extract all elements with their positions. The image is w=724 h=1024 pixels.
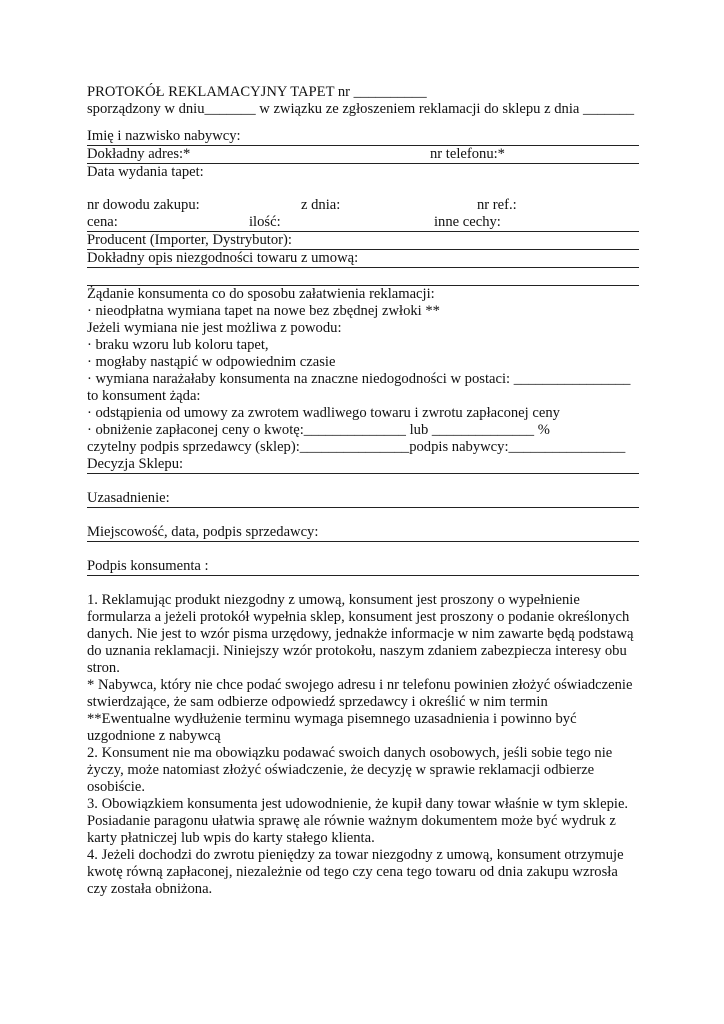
demand-line: · nieodpłatna wymiana tapet na nowe bez zbędnej zwłoki ** (87, 303, 440, 319)
note-line: 3. Obowiązkiem konsumenta jest udowodnienie, że kupił dany towar właśnie w tym sklepie. (87, 796, 629, 812)
note-line: stwierdzające, że sam odbierze odpowiedź sprzedawcy i określić w nim termin (87, 694, 548, 710)
ref-label: nr ref.: (477, 197, 517, 213)
address-label: Dokładny adres:* (87, 146, 191, 162)
buyer-address-row[interactable] (87, 146, 639, 164)
note-line: **Ewentualne wydłużenie terminu wymaga pisemnego uzasadnienia i powinno być (87, 711, 577, 727)
note-line: uzgodnione z nabywcą (87, 728, 221, 744)
producer-field[interactable] (87, 232, 639, 250)
proof-label: nr dowodu zakupu: (87, 197, 200, 213)
defect-label: Dokładny opis niezgodności towaru z umową: (87, 250, 359, 266)
demand-line: · braku wzoru lub koloru tapet, (87, 337, 269, 353)
note-line: karty płatniczej lub wpis do karty stałego klienta. (87, 830, 375, 846)
form-title: PROTOKÓŁ REKLAMACYJNY TAPET nr __________ (87, 84, 427, 100)
other-features-label: inne cechy: (434, 214, 501, 230)
note-line: stron. (87, 660, 120, 676)
note-line: 1. Reklamując produkt niezgodny z umową, konsument jest proszony o wypełnienie (87, 592, 580, 608)
form-subtitle: sporządzony w dniu_______ w związku ze zgłoszeniem reklamacji do sklepu z dnia _______ (87, 101, 635, 117)
demand-line: · mogłaby nastąpić w odpowiednim czasie (87, 354, 336, 370)
note-line: kwotę równą zapłaconej, niezależnie od tego czy cena tego towaru od dnia zakupu wzrosła (87, 864, 618, 880)
seller-signature-field[interactable] (87, 524, 639, 542)
purchase-date-label: z dnia: (301, 197, 341, 213)
demand-line: Żądanie konsumenta co do sposobu załatwienia reklamacji: (87, 286, 435, 302)
note-line: 2. Konsument nie ma obowiązku podawać swoich danych osobowych, jeśli sobie tego nie (87, 745, 613, 761)
consumer-signature-field[interactable] (87, 558, 639, 576)
justification-field[interactable] (87, 490, 639, 508)
complaint-form-page (87, 84, 639, 898)
demand-line: to konsument żąda: (87, 388, 201, 404)
note-line: Posiadanie paragonu ułatwia sprawę ale równie ważnym dokumentem może być wydruk z (87, 813, 616, 829)
purchase-row[interactable] (87, 197, 639, 214)
note-line: danych. Nie jest to wzór pisma urzędowy, jednakże informacje w nim zawarte będą podstawą (87, 626, 634, 642)
note-line: czy została obniżona. (87, 881, 213, 897)
store-decision-field[interactable] (87, 456, 639, 474)
buyer-name-field[interactable] (87, 128, 639, 146)
note-line: formularza a jeżeli protokół wypełnia sklep, konsument jest proszony o podanie określonych (87, 609, 630, 625)
note-line: 4. Jeżeli dochodzi do zwrotu pieniędzy za towar niezgodny z umową, konsument otrzymuje (87, 847, 624, 863)
defect-description-line[interactable] (87, 268, 639, 286)
issue-date-field[interactable] (87, 164, 639, 181)
producer-label: Producent (Importer, Dystrybutor): (87, 232, 292, 248)
demand-line: · obniżenie zapłaconej ceny o kwotę:______________ lub ______________ % (87, 422, 550, 438)
signatures-line: czytelny podpis sprzedawcy (sklep):_______________podpis nabywcy:________________ (87, 439, 626, 455)
phone-label: nr telefonu:* (430, 146, 505, 162)
price-label: cena: (87, 214, 118, 230)
note-line: * Nabywca, który nie chce podać swojego adresu i nr telefonu powinien złożyć oświadczenie (87, 677, 633, 693)
price-row[interactable] (87, 214, 639, 232)
issue-date-label: Data wydania tapet: (87, 164, 204, 180)
notes-section (87, 592, 639, 898)
buyer-name-label: Imię i nazwisko nabywcy: (87, 128, 241, 144)
defect-description-field[interactable] (87, 250, 639, 268)
qty-label: ilość: (249, 214, 281, 230)
consumer-signature-label: Podpis konsumenta : (87, 558, 209, 574)
demand-line: Jeżeli wymiana nie jest możliwa z powodu: (87, 320, 342, 336)
store-decision-label: Decyzja Sklepu: (87, 456, 184, 472)
demand-line: · odstąpienia od umowy za zwrotem wadliwego towaru i zwrotu zapłaconej ceny (87, 405, 560, 421)
demand-line: · wymiana narażałaby konsumenta na znaczne niedogodności w postaci: ________________ (87, 371, 631, 387)
seller-signature-label: Miejscowość, data, podpis sprzedawcy: (87, 524, 319, 540)
justification-label: Uzasadnienie: (87, 490, 170, 506)
note-line: życzy, może natomiast złożyć oświadczenie, że decyzję w sprawie reklamacji odbierze (87, 762, 595, 778)
note-line: do uznania reklamacji. Niniejszy wzór protokołu, naszym zdaniem zabezpiecza interesy obu (87, 643, 627, 659)
note-line: osobiście. (87, 779, 145, 795)
